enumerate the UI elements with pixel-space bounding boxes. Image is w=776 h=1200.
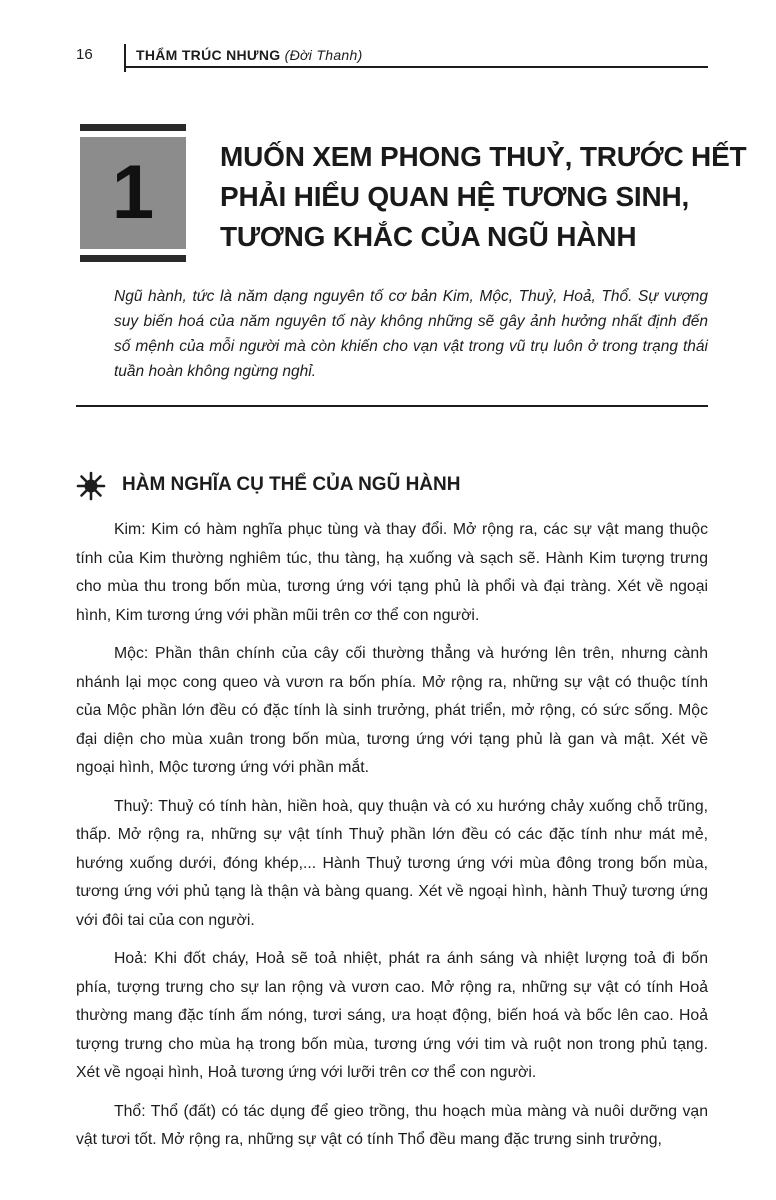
- header-rule: [124, 66, 708, 68]
- chapter-number: 1: [111, 150, 155, 235]
- paragraph-hoa: Hoả: Khi đốt cháy, Hoả sẽ toả nhiệt, phát ra ánh sáng và nhiệt lượng toả đi bốn phía, tượng trưng cho sự lan rộng và vươn cao. Mở rộng ra, những sự vật có tính Hoả thường mang đặc tính ấm nóng, tươi sáng, ưa hoạt động, biến hoá và bốc lên cao. Hoả tượng trưng cho mùa hạ trong bốn mùa, tương ứng với tim và ruột non trong phủ tạng. Xét về ngoại hình, Hoả tương ứng với lưỡi trên cơ thể con người.: [76, 950, 708, 1081]
- chapter-number-box: [80, 124, 186, 262]
- section-heading: HÀM NGHĨA CỤ THỂ CỦA NGŨ HÀNH: [122, 474, 461, 495]
- book-title-subtitle: (Đời Thanh): [284, 47, 363, 63]
- header-divider: [124, 44, 126, 72]
- chapter-title: [220, 137, 747, 257]
- paragraph-kim: Kim: Kim có hàm nghĩa phục tùng và thay đổi. Mở rộng ra, các sự vật mang thuộc tính của Kim thường nghiêm túc, thu tàng, hạ xuống và sạch sẽ. Hành Kim tượng trưng cho mùa thu trong bốn mùa, tương ứng với tạng phủ là phổi và đại tràng. Xét về ngoại hình, Kim tương ứng với phần mũi trên cơ thể con người.: [76, 521, 708, 624]
- paragraph-moc: Mộc: Phần thân chính của cây cối thường thẳng và hướng lên trên, nhưng cành nhánh lại mọc cong queo và vươn ra bốn phía. Mở rộng ra, những sự vật có thuộc tính của Mộc phần lớn đều có đặc tính là sinh trưởng, phát triển, mở rộng, có sức sống. Mộc đại diện cho mùa xuân trong bốn mùa, tương ứng với tạng phủ là gan và mật. Xét về ngoại hình, Mộc tương ứng với phần mắt.: [76, 645, 708, 776]
- book-title: [136, 47, 363, 63]
- page-number: 16: [76, 46, 93, 63]
- running-header: [76, 44, 708, 70]
- chapter-title-line: MUỐN XEM PHONG THUỶ, TRƯỚC HẾT: [220, 141, 747, 172]
- intro-divider: [76, 405, 708, 407]
- book-title-main: THẨM TRÚC NHƯNG: [136, 47, 281, 63]
- star-burst-icon: [76, 471, 106, 501]
- paragraph-tho: Thổ: Thổ (đất) có tác dụng để gieo trồng, thu hoạch mùa màng và nuôi dưỡng vạn vật tươi tốt. Mở rộng ra, những sự vật có tính Thổ đều mang đặc trưng sinh trưởng,: [76, 1102, 708, 1148]
- chapter-intro: Ngũ hành, tức là năm dạng nguyên tố cơ bản Kim, Mộc, Thuỷ, Hoả, Thổ. Sự vượng suy biến hoá của năm nguyên tố này không những sẽ gây ảnh hưởng nhất định đến số mệnh của mỗi người mà còn khiến cho vạn vật trong vũ trụ luôn ở trong trạng thái tuần hoàn không ngừng nghỉ.: [114, 288, 708, 380]
- chapter-title-line: TƯƠNG KHẮC CỦA NGŨ HÀNH: [220, 221, 637, 252]
- paragraph-thuy: Thuỷ: Thuỷ có tính hàn, hiền hoà, quy thuận và có xu hướng chảy xuống chỗ trũng, thấp. Mở rộng ra, những sự vật tính Thuỷ phần lớn đều có các đặc tính như mát mẻ, hướng xuống dưới, đóng khép,... Hành Thuỷ tương ứng với mùa đông trong bốn mùa, tương ứng với phủ tạng là thận và bàng quang. Xét về ngoại hình, hành Thuỷ tương ứng với đôi tai của con người.: [76, 797, 708, 929]
- chapter-box-top-bar: [80, 124, 186, 131]
- chapter-title-line: PHẢI HIỂU QUAN HỆ TƯƠNG SINH,: [220, 181, 690, 212]
- body-text: [76, 516, 708, 1165]
- chapter-box-bottom-bar: [80, 255, 186, 262]
